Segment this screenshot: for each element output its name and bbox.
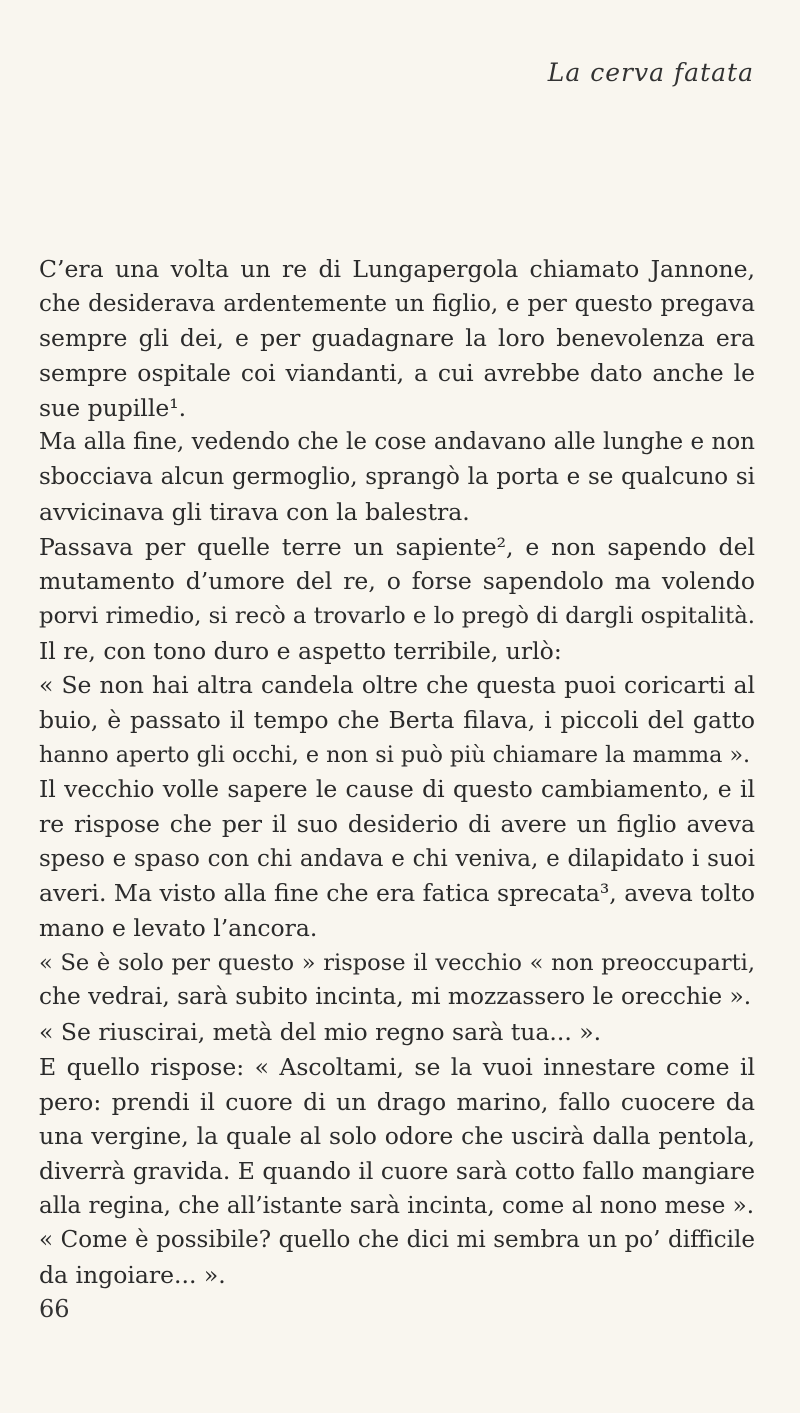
text-line: mano e levato l’ancora. (39, 914, 318, 943)
text-line: re rispose che per il suo desiderio di avere un figlio aveva (39, 810, 755, 838)
paragraph-8 (39, 1050, 755, 1223)
text-line: buio, è passato il tempo che Berta filava, i piccoli del gatto (39, 705, 755, 734)
text-line: sempre gli dei, e per guadagnare la loro benevolenza era (39, 324, 755, 353)
text-line: avvicinava gli tirava con la balestra. (39, 497, 470, 526)
text-line: alla regina, che all’istante sarà incinta, come al nono mese ». (39, 1192, 755, 1219)
text-line: « Se riuscirai, metà del mio regno sarà tua... ». (39, 1018, 602, 1047)
paragraph-7 (39, 1015, 755, 1050)
text-line: che vedrai, sarà subito incinta, mi mozzassero le orecchie ». (39, 983, 752, 1011)
text-line: Ma alla fine, vedendo che le cose andavano alle lunghe e non (39, 429, 755, 456)
text-line: sbocciava alcun germoglio, sprangò la porta e se qualcuno si (39, 464, 755, 491)
text-line: speso e spaso con chi andava e chi veniva, e dilapidato i suoi (39, 845, 755, 872)
paragraph-4 (39, 668, 755, 772)
text-line: diverrà gravida. E quando il cuore sarà cotto fallo mangiare (39, 1156, 756, 1185)
text-line: Passava per quelle terre un sapiente², e non sapendo del (39, 532, 755, 561)
paragraph-2 (39, 425, 755, 529)
text-line: che desiderava ardentemente un figlio, e per questo pregava (39, 290, 755, 317)
text-line: porvi rimedio, si recò a trovarlo e lo pregò di dargli ospitalità. (39, 602, 755, 629)
text-line: una vergine, la quale al solo odore che uscirà dalla pentola, (39, 1122, 755, 1151)
text-line: hanno aperto gli occhi, e non si può più chiamare la mamma ». (39, 741, 751, 768)
text-line: mutamento d’umore del re, o forse sapendolo ma volendo (39, 567, 755, 596)
text-line: da ingoiare... ». (39, 1260, 226, 1289)
paragraph-5 (39, 772, 755, 945)
text-line: pero: prendi il cuore di un drago marino, fallo cuocere da (39, 1087, 755, 1116)
text-line: Il re, con tono duro e aspetto terribile, urlò: (39, 636, 562, 665)
text-line: sue pupille¹. (39, 393, 187, 422)
text-line: « Come è possibile? quello che dici mi sembra un po’ difficile (39, 1227, 755, 1254)
paragraph-1 (39, 252, 755, 425)
text-line: E quello rispose: « Ascoltami, se la vuoi innestare come il (39, 1052, 755, 1081)
body-text (39, 252, 755, 1293)
running-head-title: La cerva fatata (547, 58, 754, 87)
text-line: « Se non hai altra candela oltre che questa puoi coricarti al (39, 671, 755, 700)
paragraph-9 (39, 1223, 755, 1292)
text-line: C’era una volta un re di Lungapergola chiamato Jannone, (39, 255, 755, 283)
paragraph-3 (39, 530, 755, 669)
text-line: Il vecchio volle sapere le cause di questo cambiamento, e il (39, 775, 755, 804)
text-line: averi. Ma visto alla fine che era fatica sprecata³, aveva tolto (39, 879, 755, 908)
text-line: sempre ospitale coi viandanti, a cui avrebbe dato anche le (39, 359, 755, 388)
paragraph-6 (39, 946, 755, 1015)
text-line: « Se è solo per questo » rispose il vecchio « non preoccuparti, (39, 949, 755, 976)
page-number: 66 (39, 1295, 70, 1323)
